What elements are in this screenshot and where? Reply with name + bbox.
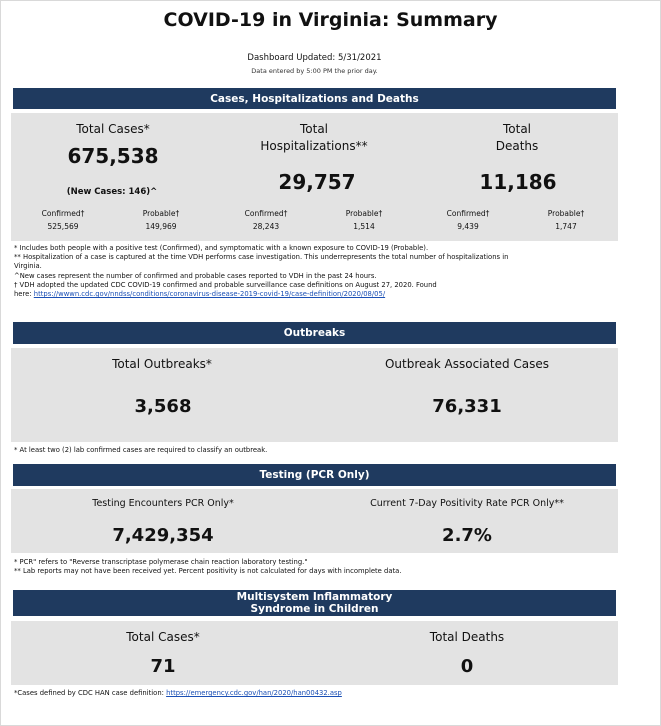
deaths-label-line2: Deaths	[495, 139, 539, 153]
total-cases-label: Total Cases*	[76, 122, 150, 136]
footnote-hospitalizations: ** Hospitalization of a case is captured at the time VDH performs case investigation. This underrepresents the total number of hospitalizations in	[14, 253, 509, 262]
cases-confirmed-label: Confirmed†	[41, 209, 85, 218]
hospitalizations-probable-value: 1,514	[353, 222, 375, 231]
misc-total-cases-label: Total Cases*	[126, 630, 200, 644]
dashboard-updated: Dashboard Updated: 5/31/2021	[247, 53, 382, 63]
data-entered-note: Data entered by 5:00 PM the prior day.	[251, 67, 378, 75]
misc-total-cases-value: 71	[150, 656, 176, 677]
cases-panel	[11, 113, 618, 241]
footnote-case-definitions-link-line	[14, 290, 508, 299]
cases-section-header	[13, 88, 616, 109]
outbreaks-section-header	[13, 322, 616, 344]
footnote-pcr: * PCR" refers to "Reverse transcriptase polymerase chain reaction laboratory testing."	[14, 558, 308, 566]
deaths-probable-value: 1,747	[555, 222, 577, 231]
deaths-label-line1: Total	[502, 122, 532, 136]
page-title: COVID-19 in Virginia: Summary	[163, 9, 498, 31]
misc-section-title-line2: Syndrome in Children	[250, 603, 379, 615]
footnote-here-prefix: here:	[14, 290, 34, 299]
positivity-rate-value: 2.7%	[442, 525, 492, 546]
cases-probable-label: Probable†	[142, 209, 180, 218]
cdc-han-link[interactable]: https://emergency.cdc.gov/han/2020/han00432.asp	[166, 689, 342, 697]
misc-section-title-line1: Multisystem Inflammatory	[236, 591, 393, 603]
misc-total-deaths-label: Total Deaths	[429, 630, 505, 644]
hospitalizations-label-line1: Total	[299, 122, 329, 136]
misc-panel	[11, 621, 618, 685]
outbreaks-panel	[11, 348, 618, 442]
total-outbreaks-value: 3,568	[134, 396, 192, 417]
hospitalizations-confirmed-value: 28,243	[252, 222, 280, 231]
outbreaks-section-title: Outbreaks	[283, 327, 346, 339]
total-cases-value: 675,538	[67, 144, 159, 168]
outbreak-cases-value: 76,331	[432, 396, 502, 417]
testing-encounters-value: 7,429,354	[112, 525, 214, 546]
cases-section-title: Cases, Hospitalizations and Deaths	[210, 92, 419, 105]
footnote-cases: * Includes both people with a positive test (Confirmed), and symptomatic with a known exposure to COVID-19 (Probable).	[14, 244, 429, 252]
hospitalizations-label-line2: Hospitalizations**	[260, 139, 368, 153]
outbreaks-footnote: * At least two (2) lab confirmed cases are required to classify an outbreak.	[14, 446, 268, 454]
hospitalizations-value: 29,757	[278, 170, 356, 194]
misc-section-header	[13, 590, 616, 616]
positivity-rate-label: Current 7-Day Positivity Rate PCR Only**	[370, 498, 564, 509]
testing-encounters-label: Testing Encounters PCR Only*	[92, 498, 234, 509]
deaths-value: 11,186	[479, 170, 557, 194]
hospitalizations-confirmed-label: Confirmed†	[244, 209, 288, 218]
testing-section-title: Testing (PCR Only)	[259, 469, 370, 481]
total-outbreaks-label: Total Outbreaks*	[112, 357, 212, 371]
cdc-case-definition-link[interactable]: https://wwwn.cdc.gov/nndss/conditions/coronavirus-disease-2019-covid-19/case-definition/2020/08/05/	[33, 290, 386, 299]
testing-section-header	[13, 464, 616, 486]
deaths-confirmed-label: Confirmed†	[446, 209, 490, 218]
cases-footnotes	[14, 244, 508, 299]
cases-confirmed-value: 525,569	[47, 222, 79, 231]
misc-total-deaths-value: 0	[460, 656, 474, 677]
footnote-new-cases: ^New cases represent the number of confirmed and probable cases reported to VDH in the past 24 hours.	[14, 271, 377, 280]
cases-probable-value: 149,969	[145, 222, 177, 231]
outbreak-cases-label: Outbreak Associated Cases	[384, 357, 550, 371]
footnote-case-definitions: † VDH adopted the updated CDC COVID-19 confirmed and probable surveillance case definitions on August 27, 2020. Found	[14, 280, 437, 289]
hospitalizations-probable-label: Probable†	[345, 209, 383, 218]
misc-footnote	[14, 689, 342, 698]
footnote-positivity: ** Lab reports may not have been received yet. Percent positivity is not calculated for days with incomplete data.	[14, 567, 402, 576]
testing-panel	[11, 489, 618, 553]
deaths-confirmed-value: 9,439	[457, 222, 479, 231]
testing-footnotes	[14, 558, 402, 576]
misc-footnote-prefix: *Cases defined by CDC HAN case definition:	[14, 689, 167, 697]
deaths-probable-label: Probable†	[547, 209, 585, 218]
new-cases-value: (New Cases: 146)^	[66, 187, 158, 197]
footnote-hospitalizations-cont: Virginia.	[14, 262, 42, 271]
